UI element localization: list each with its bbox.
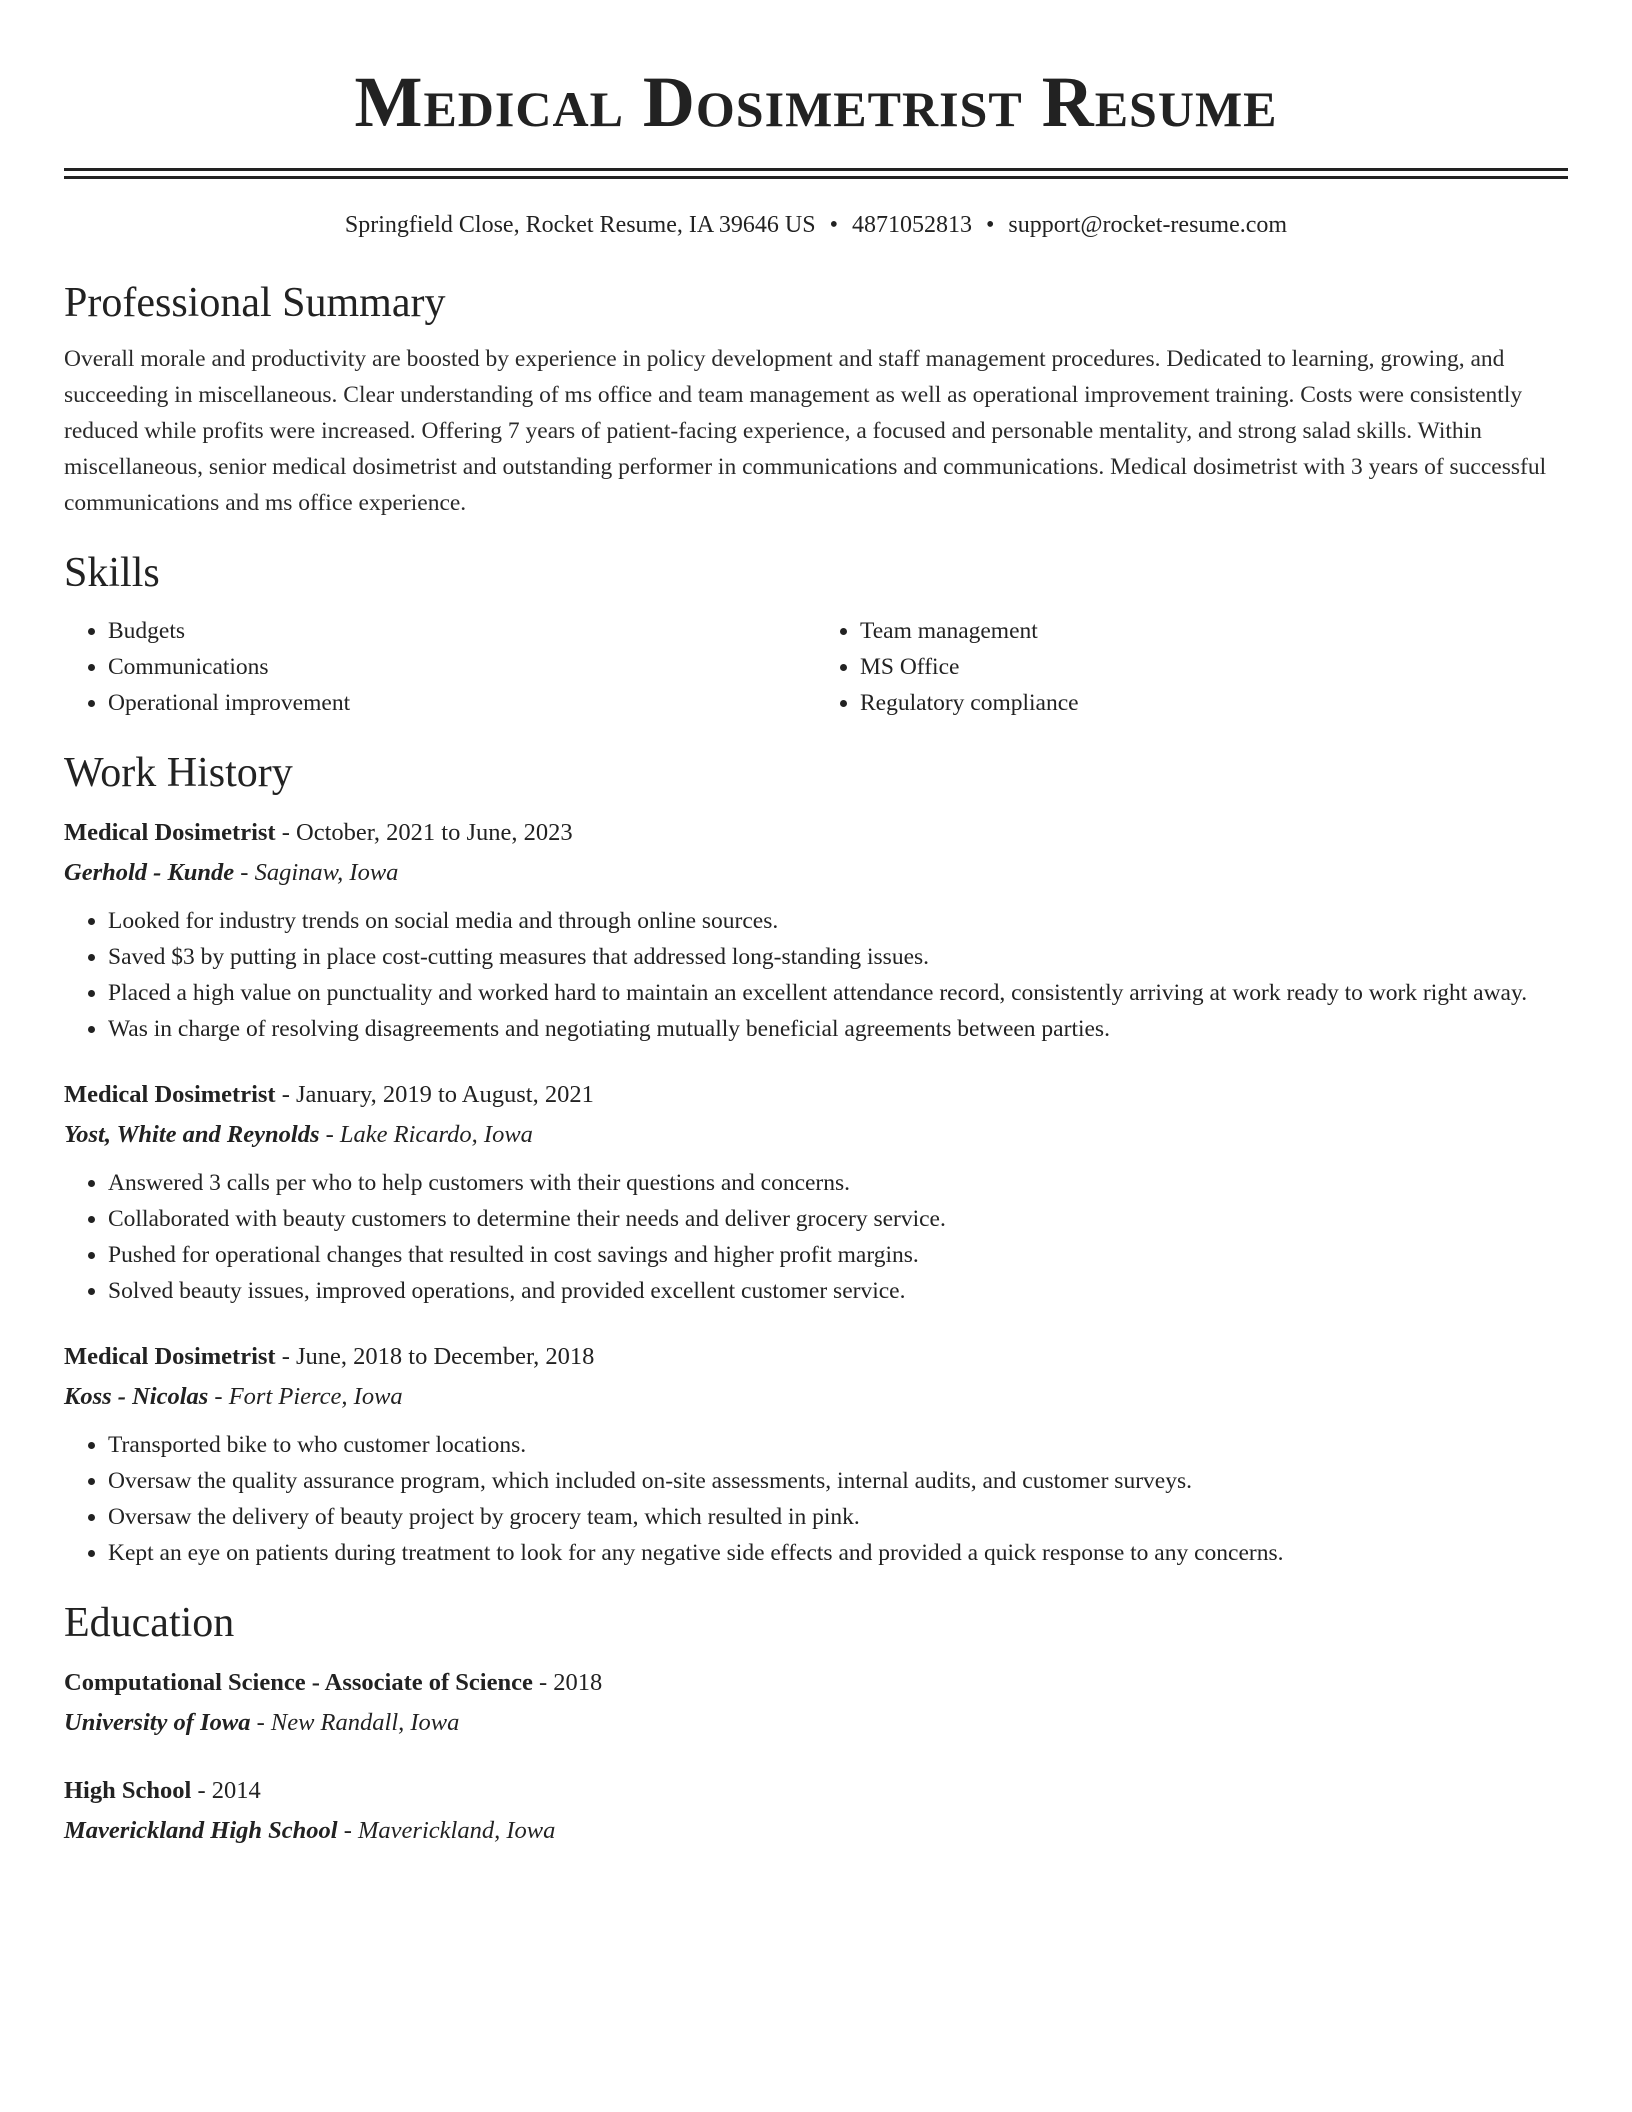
job-title-line — [64, 813, 1568, 853]
skill-item: • Communications — [108, 649, 816, 685]
education-entry — [64, 1771, 1568, 1851]
job-company-line — [64, 1377, 1568, 1417]
school-name: Maverickland High School — [64, 1817, 338, 1844]
degree-line — [64, 1663, 1568, 1703]
job-location: - Fort Pierce, Iowa — [208, 1383, 403, 1410]
job-bullet: • Looked for industry trends on social media and through online sources. — [108, 903, 1568, 939]
skills-column-right — [816, 613, 1568, 721]
skill-item: • MS Office — [860, 649, 1568, 685]
job-company: Koss - Nicolas — [64, 1383, 209, 1410]
work-history-heading: Work History — [64, 750, 293, 796]
job-bullet: • Pushed for operational changes that resulted in cost savings and higher profit margins. — [108, 1237, 1568, 1273]
education-entry — [64, 1663, 1568, 1743]
job-bullet: • Answered 3 calls per who to help customers with their questions and concerns. — [108, 1165, 1568, 1201]
job-bullet: • Was in charge of resolving disagreements and negotiating mutually beneficial agreements between parties. — [108, 1011, 1568, 1047]
job-title: Medical Dosimetrist — [64, 1081, 276, 1108]
contact-address: Springfield Close, Rocket Resume, IA 39646 US — [344, 212, 816, 238]
contact-separator: • — [985, 212, 995, 238]
job-bullets — [64, 1165, 1568, 1309]
school-location: - New Randall, Iowa — [250, 1709, 460, 1736]
job-bullet: • Saved $3 by putting in place cost-cutting measures that addressed long-standing issues. — [108, 939, 1568, 975]
contact-separator: • — [829, 212, 838, 238]
job-entry — [64, 1337, 1568, 1571]
job-bullet: • Oversaw the quality assurance program, which included on-site assessments, internal audits, and customer surveys. — [108, 1463, 1568, 1499]
job-dates: - January, 2019 to August, 2021 — [275, 1081, 594, 1108]
job-bullet: • Transported bike to who customer locations. — [108, 1427, 1568, 1463]
summary-text: Overall morale and productivity are boosted by experience in policy development and staff management procedures. Dedicated to learning, growing, and succeeding in miscellaneous. Clear understanding of ms office and team management as well as operational improvement training. Costs were consistently reduced while profits were increased. Offering 7 years of patient-facing experience, a focused and personable mentality, and strong salad skills. Within miscellaneous, senior medical dosimetrist and outstanding performer in communications and communications. Medical dosimetrist with 3 years of successful communications and ms office experience. — [64, 346, 1547, 516]
contact-phone: 4871052813 — [851, 212, 972, 238]
skill-item: • Regulatory compliance — [860, 685, 1568, 721]
school-line — [64, 1811, 1568, 1851]
degree-year: - 2014 — [191, 1777, 261, 1804]
resume-title: Medical Dosimetrist Resume — [354, 62, 1278, 142]
skill-item: • Team management — [860, 613, 1568, 649]
job-company: Yost, White and Reynolds — [64, 1121, 320, 1148]
skill-item: • Budgets — [108, 613, 816, 649]
job-bullet: • Oversaw the delivery of beauty project by grocery team, which resulted in pink. — [108, 1499, 1568, 1535]
job-entry — [64, 813, 1568, 1047]
skill-item: • Operational improvement — [108, 685, 816, 721]
school-location: - Maverickland, Iowa — [337, 1817, 556, 1844]
skills-column-left — [64, 613, 816, 721]
degree-line — [64, 1771, 1568, 1811]
job-location: - Saginaw, Iowa — [234, 859, 399, 886]
contact-line — [64, 209, 1568, 241]
contact-email: support@rocket-resume.com — [1008, 212, 1288, 238]
job-company-line — [64, 1115, 1568, 1155]
job-company-line — [64, 853, 1568, 893]
degree-name: Computational Science - Associate of Science — [64, 1669, 533, 1696]
job-dates: - June, 2018 to December, 2018 — [275, 1343, 595, 1370]
job-bullet: • Collaborated with beauty customers to determine their needs and deliver grocery service. — [108, 1201, 1568, 1237]
degree-year: - 2018 — [532, 1669, 603, 1696]
job-dates: - October, 2021 to June, 2023 — [275, 819, 573, 846]
job-title: Medical Dosimetrist — [64, 819, 276, 846]
education-heading: Education — [64, 1600, 235, 1646]
job-title-line — [64, 1075, 1568, 1115]
job-company: Gerhold - Kunde — [64, 859, 235, 886]
job-bullets — [64, 1427, 1568, 1571]
job-title-line — [64, 1337, 1568, 1377]
title-divider — [64, 168, 1568, 179]
summary-heading: Professional Summary — [64, 280, 446, 326]
job-entry — [64, 1075, 1568, 1309]
skills-grid — [64, 613, 1568, 721]
job-title: Medical Dosimetrist — [64, 1343, 276, 1370]
school-name: University of Iowa — [64, 1709, 251, 1736]
job-location: - Lake Ricardo, Iowa — [319, 1121, 533, 1148]
degree-name: High School — [64, 1777, 192, 1804]
job-bullets — [64, 903, 1568, 1047]
job-bullet: • Kept an eye on patients during treatment to look for any negative side effects and provided a quick response to any concerns. — [108, 1535, 1568, 1571]
job-bullet: • Solved beauty issues, improved operations, and provided excellent customer service. — [108, 1273, 1568, 1309]
job-bullet: • Placed a high value on punctuality and worked hard to maintain an excellent attendance record, consistently arriving at work ready to work right away. — [108, 975, 1568, 1011]
school-line — [64, 1703, 1568, 1743]
skills-heading: Skills — [64, 550, 160, 596]
